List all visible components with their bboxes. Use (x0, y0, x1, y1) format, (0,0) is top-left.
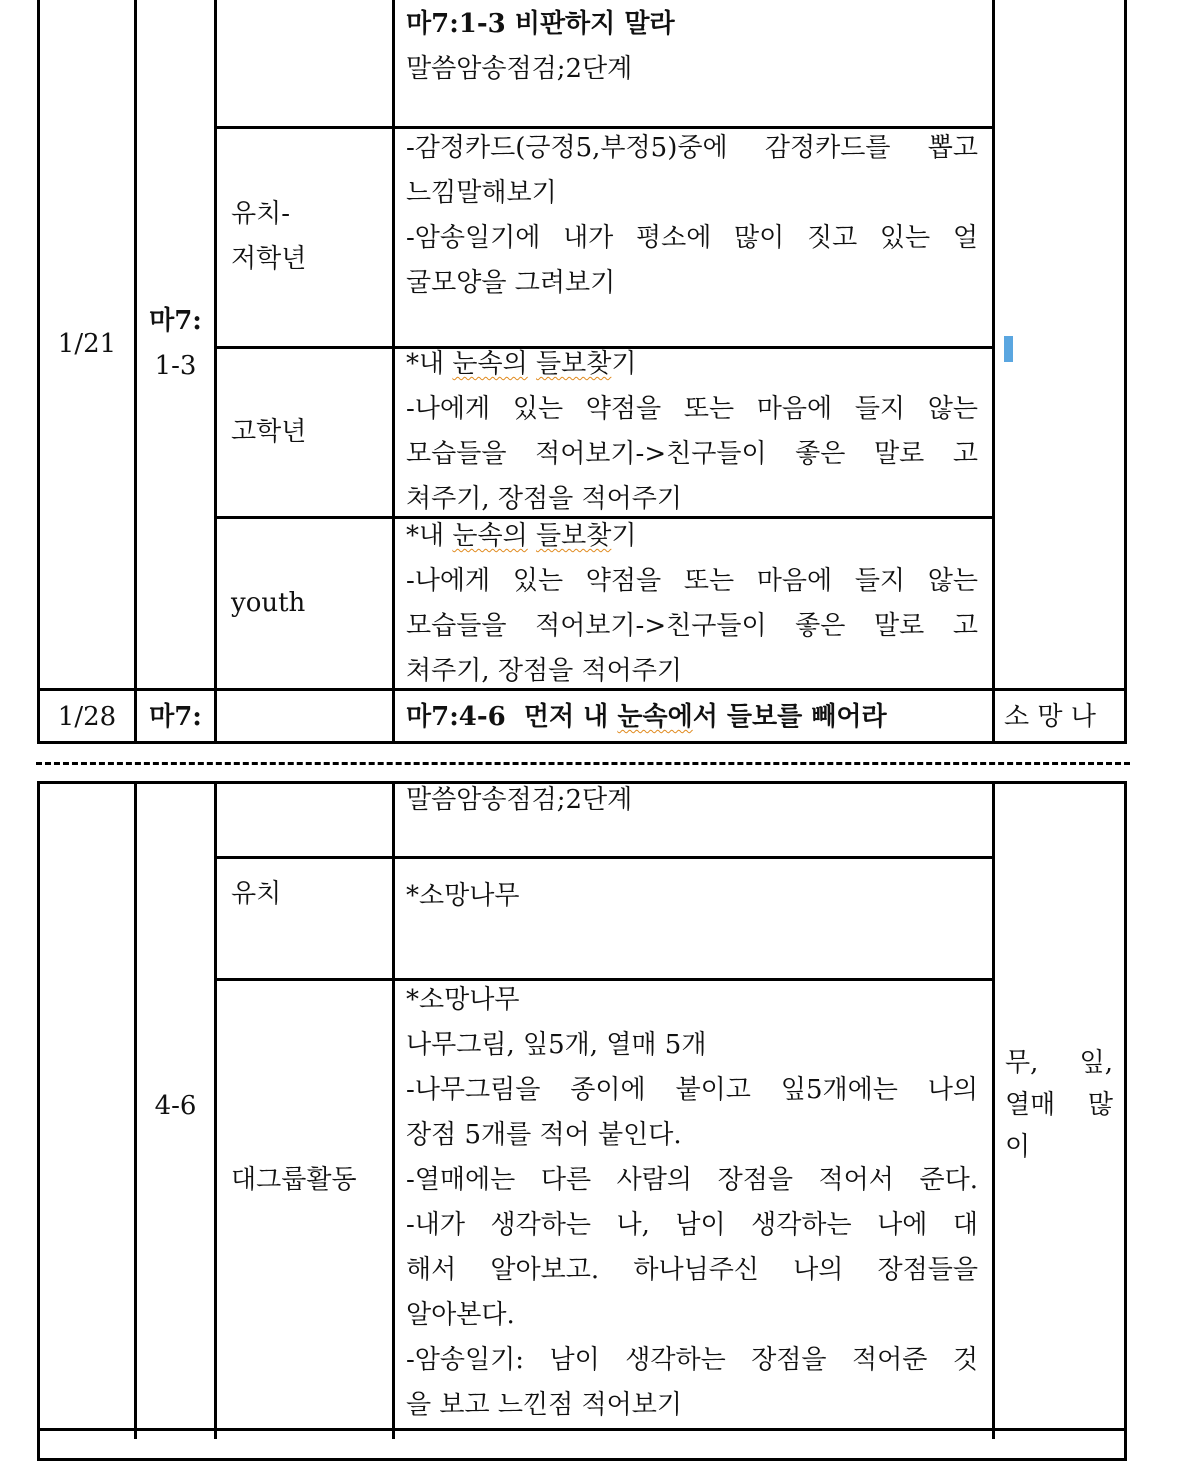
activity-line: 나무그림, 잎5개, 열매 5개 (406, 1030, 707, 1060)
group-name: youth (231, 588, 306, 618)
date-cell (40, 691, 134, 744)
activity-line: *내 눈속의 들보찾기 (406, 349, 637, 379)
material-line: 이 (1005, 1132, 1031, 1162)
group-name: 유치- (231, 199, 291, 229)
topic-cell (406, 2, 978, 92)
material-line: 무, 잎, (1005, 1048, 1113, 1078)
activity-line: 해서 알아보고. 하나님주신 나의 장점들을 (406, 1255, 978, 1285)
activity-line: -나에게 있는 약점을 또는 마음에 들지 않는 (406, 394, 978, 424)
spell-mark: 들보찾 (536, 349, 612, 379)
verse-line: 마7: (149, 306, 202, 336)
upper-col-divider (392, 0, 395, 744)
activity-line: 느낌말해보기 (406, 178, 557, 208)
activity-line: -열매에는 다른 사람의 장점을 적어서 준다. (406, 1165, 978, 1195)
group-name: 대그룹활동 (231, 1165, 357, 1195)
page-break-line (36, 762, 1130, 765)
lower-col-divider (992, 783, 995, 1439)
spell-mark: 눈속의 (452, 521, 528, 551)
activity-line: -나무그림을 종이에 붙이고 잎5개에는 나의 (406, 1075, 978, 1105)
group-name: 유치 (231, 879, 282, 909)
lower-col-divider (392, 783, 395, 1439)
verse-line: 1-3 (154, 351, 197, 381)
activity-line: *소망나무 (406, 985, 520, 1015)
activity-line: 굴모양을 그려보기 (406, 268, 616, 298)
spell-mark: 들보찾 (536, 521, 612, 551)
date-cell (40, 0, 134, 688)
group-name-cell (217, 349, 392, 516)
lesson-title: 마7:1-3 비판하지 말라 (406, 9, 675, 39)
review-note: 말씀암송점검;2단계 (406, 785, 633, 815)
material-cell (1004, 695, 1114, 740)
activity-cell (406, 978, 978, 1428)
review-cell (406, 778, 978, 823)
activity-line: 쳐주기, 장점을 적어주기 (406, 656, 682, 686)
text-cursor-marker (1004, 336, 1013, 362)
group-name: 고학년 (231, 417, 307, 447)
verse-line: 마7: (149, 702, 202, 732)
lower-row-divider (214, 856, 995, 859)
verse-cell (137, 691, 214, 744)
lower-row-divider (37, 1428, 1127, 1431)
activity-cell (406, 874, 978, 919)
group-name: 저학년 (231, 244, 307, 274)
activity-cell (406, 514, 978, 694)
activity-line: 모습들을 적어보기->친구들이 좋은 말로 고 (406, 439, 978, 469)
review-note: 말씀암송점검;2단계 (406, 54, 633, 84)
material-cell (1005, 1042, 1113, 1168)
activity-line: *내 눈속의 들보찾기 (406, 521, 637, 551)
activity-line: 쳐주기, 장점을 적어주기 (406, 484, 682, 514)
activity-line: -암송일기에 내가 평소에 많이 짓고 있는 얼 (406, 223, 978, 253)
verse-cell (137, 0, 214, 688)
upper-col-divider (992, 0, 995, 744)
group-name-cell (231, 192, 381, 282)
spell-mark: 눈속의 (452, 349, 528, 379)
activity-line: -감정카드(긍정5,부정5)중에 감정카드를 뽑고 (406, 133, 978, 163)
activity-line: -암송일기: 남이 생각하는 장점을 적어준 것 (406, 1345, 978, 1375)
material-line: 열매 많 (1005, 1090, 1113, 1120)
verse-line: 4-6 (154, 1090, 197, 1121)
activity-line: 모습들을 적어보기->친구들이 좋은 말로 고 (406, 611, 978, 641)
activity-cell (406, 342, 978, 522)
group-name-cell (217, 519, 392, 688)
material-text: 소 망 나 (1004, 702, 1096, 732)
verse-cell (137, 784, 214, 1428)
spell-mark: 눈속에 (617, 702, 693, 732)
date-text: 1/21 (57, 328, 117, 359)
activity-line: 알아본다. (406, 1300, 515, 1330)
activity-cell (406, 126, 978, 306)
date-text: 1/28 (57, 702, 117, 732)
activity-line: 을 보고 느낀점 적어보기 (406, 1390, 682, 1420)
lower-col-divider (214, 783, 217, 1439)
group-name-cell (231, 1158, 381, 1203)
activity-line: 장점 5개를 적어 붙인다. (406, 1120, 682, 1150)
activity-line: *소망나무 (406, 881, 520, 911)
activity-line: -나에게 있는 약점을 또는 마음에 들지 않는 (406, 566, 978, 596)
group-name-cell (231, 872, 381, 917)
lesson-title: 마7:4-6 먼저 내 눈속에서 들보를 빼어라 (406, 702, 887, 732)
activity-line: -내가 생각하는 나, 남이 생각하는 나에 대 (406, 1210, 978, 1240)
